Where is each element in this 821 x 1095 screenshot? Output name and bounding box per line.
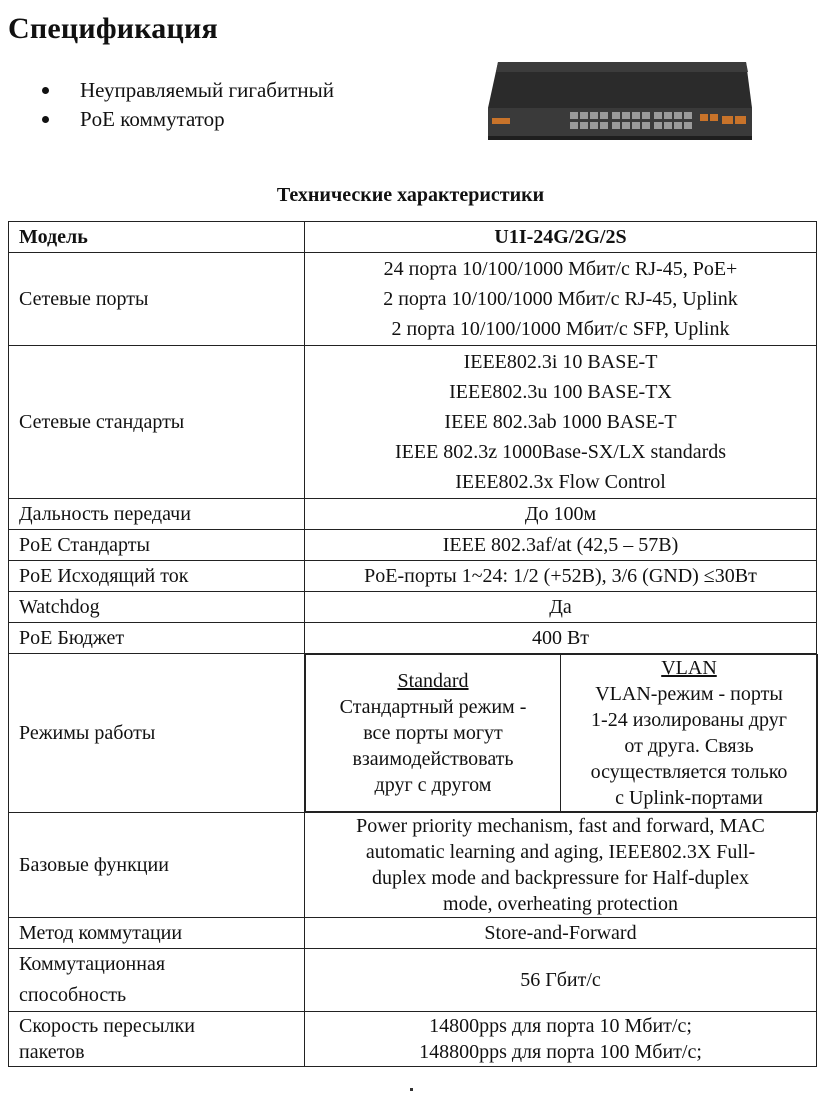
capacity-label-line: способность <box>19 984 127 1006</box>
brand-logo-icon <box>492 118 510 124</box>
page-title: Спецификация <box>8 12 218 45</box>
model-label: Модель <box>9 222 305 253</box>
section-title: Технические характеристики <box>276 184 545 206</box>
mode-vlan-line: 1-24 изолированы друг <box>591 709 787 731</box>
modes-subtable <box>305 654 818 812</box>
mode-vlan-line: осуществляется только <box>590 761 788 783</box>
switch-bottom-edge <box>488 136 752 140</box>
functions-label: Базовые функции <box>9 813 305 918</box>
poe-output-value: PoE-порты 1~24: 1/2 (+52В), 3/6 (GND) ≤30Вт <box>305 561 817 592</box>
feature-text: Неуправляемый гигабитный <box>80 78 334 102</box>
mode-vlan-line: с Uplink-портами <box>615 787 763 809</box>
switching-label: Метод коммутации <box>9 918 305 949</box>
distance-value: До 100м <box>305 499 817 530</box>
standards-line: IEEE802.3i 10 BASE-T <box>463 351 658 373</box>
modes-value <box>305 654 817 813</box>
mode-vlan-line: VLAN-режим - порты <box>595 683 783 705</box>
poe-output-label: PoE Исходящий ток <box>9 561 305 592</box>
forwarding-label-line: Скорость пересылки <box>19 1015 195 1037</box>
table-row <box>9 222 817 253</box>
forwarding-label <box>9 1012 305 1067</box>
feature-item <box>42 105 334 134</box>
mode-vlan-line: от друга. Связь <box>624 735 754 757</box>
switching-value: Store-and-Forward <box>305 918 817 949</box>
table-row <box>9 949 817 1012</box>
standards-value <box>305 346 817 499</box>
ports-line: 2 порта 10/100/1000 Мбит/с RJ-45, Uplink <box>383 288 738 310</box>
ports-line: 2 порта 10/100/1000 Мбит/с SFP, Uplink <box>391 318 730 340</box>
table-row <box>9 623 817 654</box>
feature-list <box>42 76 334 134</box>
mode-standard-line: взаимодействовать <box>352 748 514 770</box>
page-mark <box>410 1088 413 1091</box>
standards-line: IEEE802.3u 100 BASE-TX <box>449 381 672 403</box>
capacity-label-line: Коммутационная <box>19 953 166 975</box>
mode-vlan <box>561 655 818 812</box>
ports-line: 24 порта 10/100/1000 Мбит/с RJ-45, PoE+ <box>383 258 738 280</box>
watchdog-label: Watchdog <box>9 592 305 623</box>
capacity-value: 56 Гбит/с <box>305 949 817 1012</box>
ports-value <box>305 253 817 346</box>
standards-line: IEEE 802.3ab 1000 BASE-T <box>444 411 677 433</box>
mode-standard-title: Standard <box>397 670 469 692</box>
table-row <box>9 918 817 949</box>
watchdog-value: Да <box>305 592 817 623</box>
switch-top-edge <box>496 62 748 72</box>
mode-standard-line: все порты могут <box>363 722 503 744</box>
table-row <box>9 530 817 561</box>
feature-item <box>42 76 334 105</box>
bullet-icon <box>42 116 49 123</box>
mode-standard-line: друг с другом <box>374 774 492 796</box>
functions-line: mode, overheating protection <box>443 893 678 915</box>
forwarding-label-line: пакетов <box>19 1041 85 1063</box>
table-row <box>9 253 817 346</box>
functions-value <box>305 813 817 918</box>
standards-line: IEEE 802.3z 1000Base-SX/LX standards <box>394 441 727 463</box>
table-row <box>9 592 817 623</box>
mode-standard <box>306 655 561 812</box>
forwarding-line: 148800pps для порта 100 Мбит/с; <box>419 1041 702 1063</box>
forwarding-line: 14800pps для порта 10 Мбит/с; <box>429 1015 692 1037</box>
table-row <box>9 346 817 499</box>
functions-line: automatic learning and aging, IEEE802.3X Full- <box>365 841 756 863</box>
spec-table <box>8 221 817 1067</box>
model-value: U1I-24G/2G/2S <box>305 222 817 253</box>
standards-label: Сетевые стандарты <box>9 346 305 499</box>
capacity-label <box>9 949 305 1012</box>
functions-line: duplex mode and backpressure for Half-duplex <box>371 867 750 889</box>
ports-label: Сетевые порты <box>9 253 305 346</box>
table-row <box>9 499 817 530</box>
functions-line: Power priority mechanism, fast and forward, MAC <box>356 815 765 837</box>
table-row <box>9 654 817 813</box>
table-row <box>9 561 817 592</box>
mode-vlan-title: VLAN <box>661 657 717 679</box>
poe-budget-label: PoE Бюджет <box>9 623 305 654</box>
forwarding-value <box>305 1012 817 1067</box>
modes-label: Режимы работы <box>9 654 305 813</box>
table-row <box>9 813 817 918</box>
bullet-icon <box>42 87 49 94</box>
mode-standard-line: Стандартный режим - <box>339 696 527 718</box>
distance-label: Дальность передачи <box>9 499 305 530</box>
table-row <box>9 1012 817 1067</box>
poe-standard-label: PoE Стандарты <box>9 530 305 561</box>
standards-line: IEEE802.3x Flow Control <box>455 471 666 493</box>
poe-standard-value: IEEE 802.3af/at (42,5 – 57В) <box>305 530 817 561</box>
feature-text: PoE коммутатор <box>80 107 225 131</box>
poe-budget-value: 400 Вт <box>305 623 817 654</box>
switch-product-image <box>484 60 754 144</box>
